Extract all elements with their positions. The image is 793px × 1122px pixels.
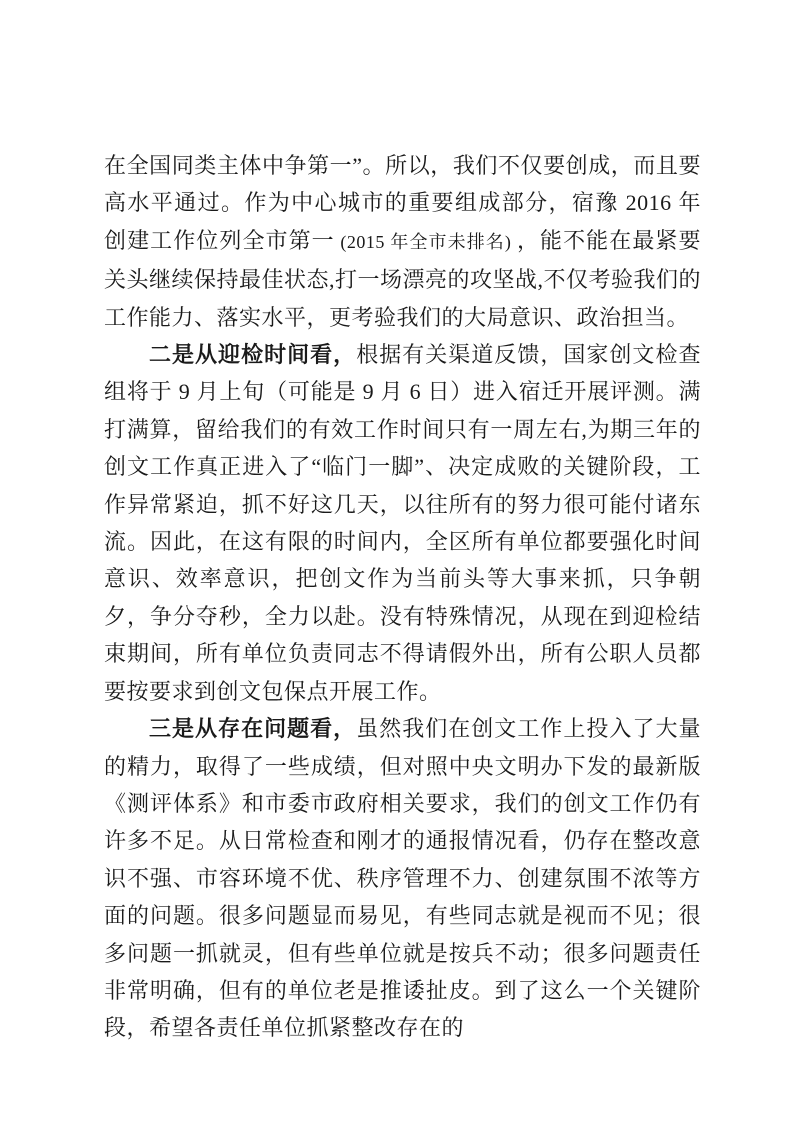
paragraph-continuation — [104, 147, 701, 336]
text-run: ，能不能在最紧要关头继续保持最佳状态,打一场漂亮的攻坚战,不仅考验我们的工作能力、落实水平，更考验我们的大局意识、政治担当。 — [104, 227, 702, 330]
paragraph-second-point — [104, 336, 701, 710]
text-run-parenthetical: (2015 年全市未排名) — [334, 231, 517, 252]
text-run: 在全国同类主体中争第一”。所以，我们不仅要创成，而且要高水平通过。作为中心城市的重要组成部分，宿豫 2016 年创建工作位列全市第一 — [104, 153, 701, 253]
text-run-lead-bold: 二是从迎检时间看， — [149, 342, 357, 368]
paragraph-third-point — [104, 710, 701, 1047]
text-run: 虽然我们在创文工作上投入了大量的精力，取得了一些成绩，但对照中央文明办下发的最新版《测评体系》和市委市政府相关要求，我们的创文工作仍有许多不足。从日常检查和刚才的通报情况看，仍存在整改意识不强、市容环境不优、秩序管理不力、创建氛围不浓等方面的问题。很多问题显而易见，有些同志就是视而不见；很多问题一抓就灵，但有些单位就是按兵不动；很多问题责任非常明确，但有的单位老是推诿扯皮。到了这么一个关键阶段，希望各责任单位抓紧整改存在的 — [104, 716, 701, 1041]
text-run-lead-bold: 三是从存在问题看， — [149, 716, 357, 742]
text-run: 根据有关渠道反馈，国家创文检查组将于 9 月上旬（可能是 9 月 6 日）进入宿迁开展评测。满打满算，留给我们的有效工作时间只有一周左右,为期三年的创文工作真正进入了“临门一脚”、决定成败的关键阶段，工作异常紧迫，抓不好这几天，以往所有的努力很可能付诸东流。因此，在这有限的时间内，全区所有单位都要强化时间意识、效率意识，把创文作为当前头等大事来抓，只争朝夕，争分夺秒，全力以赴。没有特殊情况，从现在到迎检结束期间，所有单位负责同志不得请假外出，所有公职人员都要按要求到创文包保点开展工作。 — [104, 342, 701, 704]
